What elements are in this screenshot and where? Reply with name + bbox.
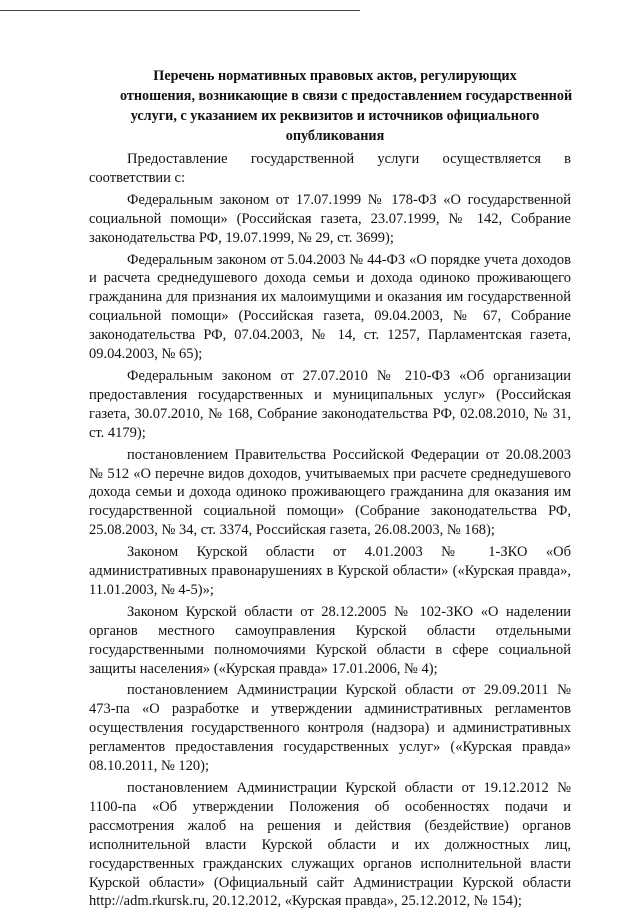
legal-act-item: Федеральным законом от 17.07.1999 № 178-ФЗ «О государственной социальной помощи» (Российская газета, 23.07.1999, № 142, Собрание законодательства РФ, 19.07.1999, № 29, ст. 3699);	[89, 191, 571, 246]
legal-act-item: Федеральным законом от 27.07.2010 № 210-ФЗ «Об организации предоставления государственных и муниципальных услуг» (Российская газета, 30.07.2010, № 168, Собрание законодательства РФ, 02.08.2010, № 31, ст. 4179);	[89, 367, 571, 441]
page-title	[120, 66, 573, 146]
legal-act-item: Федеральным законом от 5.04.2003 № 44-ФЗ «О порядке учета доходов и расчета среднедушевого дохода семьи и дохода одиноко проживающего гражданина для признания их малоимущими и оказания им государственной социальной помощи» (Российская газета, 09.04.2003, № 67, Собрание законодательства РФ, 07.04.2003, № 14, ст. 1257, Парламентская газета, 09.04.2003, № 65);	[89, 251, 571, 363]
legal-act-item: постановлением Правительства Российской Федерации от 20.08.2003 № 512 «О перечне видов доходов, учитываемых при расчете среднедушевого дохода семьи и дохода одиноко проживающего гражданина для оказания им государственной социальной помощи» (Собрание законодательства РФ, 25.08.2003, № 34, ст. 3374, Российская газета, 26.08.2003, № 168);	[89, 446, 571, 539]
title-line: Перечень нормативных правовых актов, регулирующих	[153, 68, 517, 84]
intro-paragraph: Предоставление государственной услуги осуществляется в соответствии с:	[89, 151, 571, 186]
legal-act-item: постановлением Администрации Курской области от 29.09.2011 № 473-па «О разработке и утверждении административных регламентов осуществления государственного контроля (надзора) и административных регламентов предоставления государственных услуг» («Курская правда» 08.10.2011, № 120);	[89, 682, 571, 775]
top-divider	[0, 10, 360, 11]
title-line: отношения, возникающие в связи с предоставлением государственной	[120, 88, 573, 104]
legal-act-item: Законом Курской области от 4.01.2003 № 1-ЗКО «Об административных правонарушениях в Курской области» («Курская правда», 11.01.2003, № 4-5)»;	[89, 544, 571, 598]
title-line: опубликования	[285, 128, 385, 144]
legal-act-item: Законом Курской области от 28.12.2005 № 102-ЗКО «О наделении органов местного самоуправления Курской области отдельными государственными полномочиями Курской области в сфере социальной защиты населения» («Курская правда» 17.01.2006, № 4);	[89, 603, 571, 677]
title-line: услуги, с указанием их реквизитов и источников официального	[130, 108, 540, 124]
legal-act-item: постановлением Администрации Курской области от 19.12.2012 № 1100-па «Об утверждении Положения об особенностях подачи и рассмотрения жалоб на решения и действия (бездействие) органов исполнительной власти Курской области и их должностных лиц, государственных гражданских служащих органов исполнительной власти Курской области» (Официальный сайт Администрации Курской области http://adm.rkursk.ru, 20.12.2012, «Курская правда», 25.12.2012, № 154);	[89, 780, 571, 910]
document-body	[89, 150, 571, 914]
